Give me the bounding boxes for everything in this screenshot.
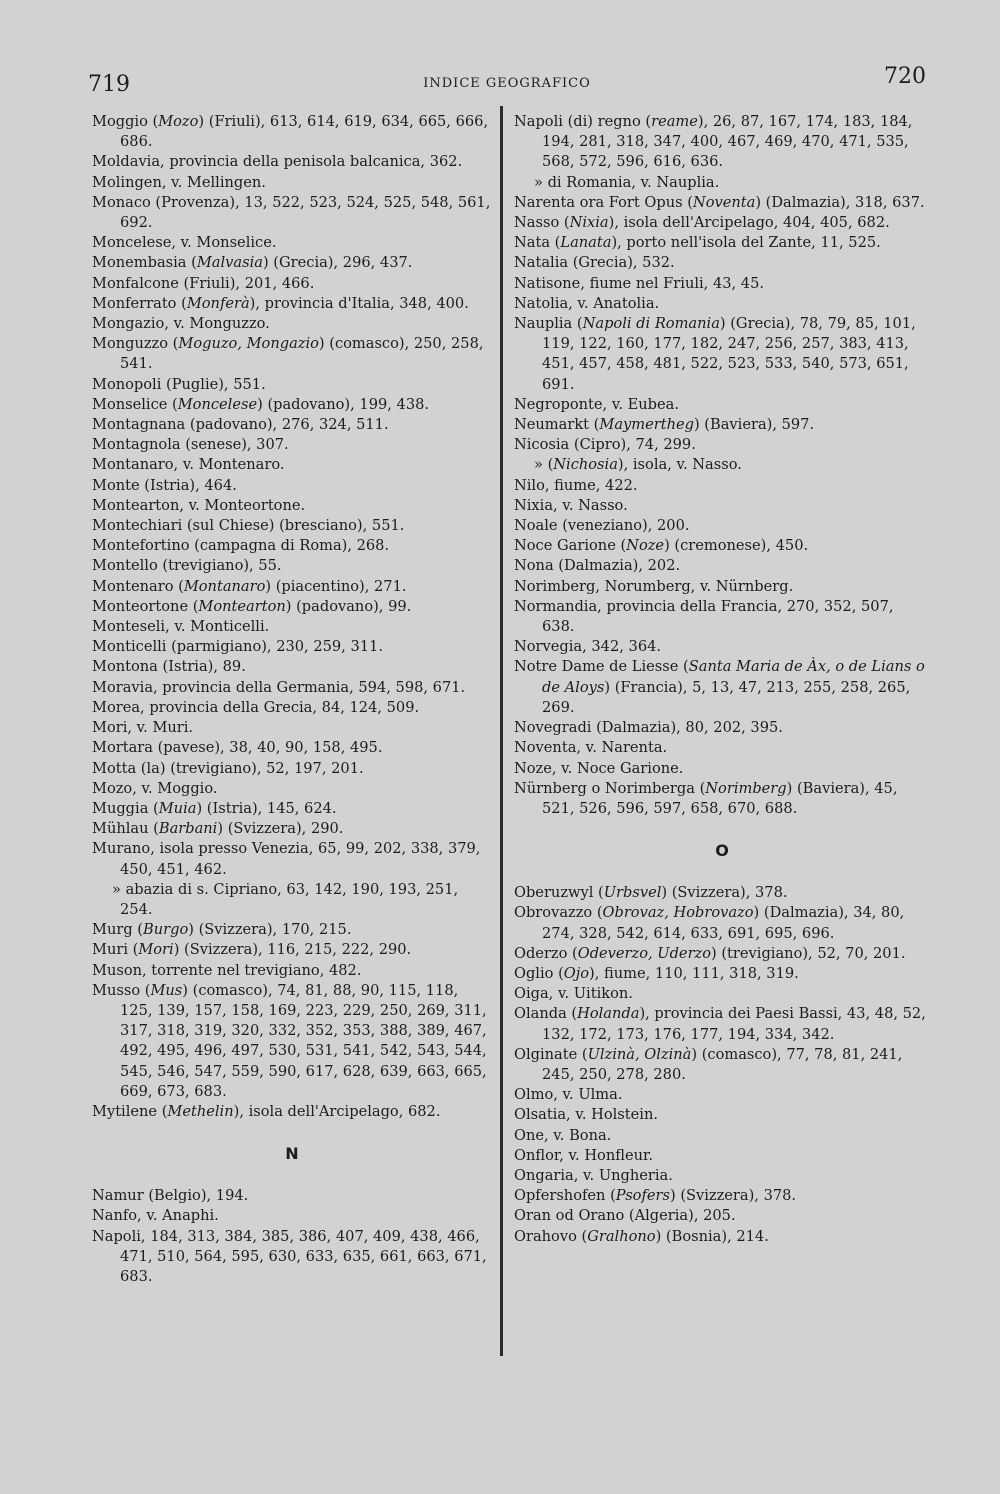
index-entry bbox=[92, 657, 492, 677]
entry-text-tail: ), provincia dei Paesi Bassi, 43, 48, 52, 132, 172, 173, 176, 177, 194, 334, 342. bbox=[542, 1005, 926, 1043]
index-entry bbox=[92, 173, 492, 193]
index-entry bbox=[514, 964, 930, 984]
index-entry bbox=[514, 213, 930, 233]
entry-text: Olginate ( bbox=[514, 1045, 588, 1063]
index-entry bbox=[514, 274, 930, 294]
entry-text: Monferrato ( bbox=[92, 294, 187, 312]
entry-text: Monguzzo ( bbox=[92, 335, 179, 353]
index-entry bbox=[514, 1085, 930, 1105]
entry-text-tail: ), isola dell'Arcipelago, 404, 405, 682. bbox=[608, 214, 890, 232]
variant-name: Santa Maria de Àx, o de Lians o de Aloys bbox=[542, 658, 925, 696]
index-entry bbox=[92, 880, 492, 920]
entry-text: Mongazio, v. Monguzzo. bbox=[92, 315, 270, 333]
index-entry bbox=[92, 920, 492, 940]
entry-text: Monfalcone (Friuli), 201, 466. bbox=[92, 274, 315, 292]
index-entry bbox=[514, 883, 930, 903]
index-entry bbox=[92, 779, 492, 799]
index-entry bbox=[514, 435, 930, 455]
entry-text: Moravia, provincia della Germania, 594, 598, 671. bbox=[92, 678, 466, 696]
index-entry bbox=[514, 597, 930, 637]
index-entry bbox=[514, 233, 930, 253]
variant-name: Maymertheg bbox=[599, 416, 694, 434]
index-entry bbox=[514, 476, 930, 496]
index-entry bbox=[514, 1045, 930, 1085]
entry-text: One, v. Bona. bbox=[514, 1126, 612, 1144]
left-entries bbox=[92, 112, 492, 1122]
index-entry bbox=[92, 415, 492, 435]
entry-text: Olsatia, v. Holstein. bbox=[514, 1106, 658, 1124]
index-entry bbox=[92, 1102, 492, 1122]
variant-name: Mus bbox=[150, 981, 183, 999]
right-entries-o bbox=[514, 883, 930, 1247]
entry-text: Mortara (pavese), 38, 40, 90, 158, 495. bbox=[92, 739, 383, 757]
index-entry bbox=[514, 1126, 930, 1146]
entry-text: Oiga, v. Uitikon. bbox=[514, 985, 633, 1003]
index-entry bbox=[514, 173, 930, 193]
index-entry bbox=[92, 1186, 492, 1206]
index-entry bbox=[514, 1186, 930, 1206]
variant-name: Urbsvel bbox=[603, 884, 662, 902]
index-entry bbox=[92, 455, 492, 475]
entry-text: Muri ( bbox=[92, 941, 139, 959]
variant-name: Methelin bbox=[167, 1102, 234, 1120]
entry-text: Mytilene ( bbox=[92, 1102, 168, 1120]
entry-text: Montagnana (padovano), 276, 324, 511. bbox=[92, 416, 389, 434]
index-entry bbox=[92, 556, 492, 576]
entry-text-tail: ) (cremonese), 450. bbox=[664, 537, 809, 555]
column-divider bbox=[500, 106, 503, 1356]
index-entry bbox=[514, 314, 930, 395]
entry-text: Monaco (Provenza), 13, 522, 523, 524, 525, 548, 561, 692. bbox=[92, 193, 491, 232]
index-entry bbox=[514, 395, 930, 415]
index-entry bbox=[92, 961, 492, 981]
variant-name: Mori bbox=[138, 941, 174, 959]
entry-text: Oran od Orano (Algeria), 205. bbox=[514, 1207, 736, 1225]
entry-text: Nicosia (Cipro), 74, 299. bbox=[514, 436, 696, 454]
index-entry bbox=[514, 536, 930, 556]
entry-text-tail: ) (padovano), 99. bbox=[285, 597, 412, 615]
index-entry bbox=[92, 1227, 492, 1288]
entry-text-tail: ) (Svizzera), 378. bbox=[669, 1187, 797, 1205]
entry-text: Montona (Istria), 89. bbox=[92, 658, 246, 676]
entry-text-tail: ) (Grecia), 78, 79, 85, 101, 119, 122, 160, 177, 182, 247, 256, 257, 383, 413, 451, 457, 458, 481, 522, 523, 533, 540, 573, 651, 691. bbox=[542, 315, 916, 393]
entry-text: » di Romania, v. Nauplia. bbox=[534, 173, 720, 191]
entry-text-tail: ) (Istria), 145, 624. bbox=[196, 799, 337, 817]
entry-text-tail: ) (trevigiano), 52, 70, 201. bbox=[711, 944, 906, 962]
section-letter-n: N bbox=[285, 1144, 299, 1164]
variant-name: Ulzinà, Olzinà bbox=[587, 1045, 692, 1063]
index-entry bbox=[514, 253, 930, 273]
entry-text: Moldavia, provincia della penisola balcanica, 362. bbox=[92, 153, 463, 171]
entry-text: Montefortino (campagna di Roma), 268. bbox=[92, 537, 390, 555]
entry-text-tail: ) (Dalmazia), 34, 80, 274, 328, 542, 614, 633, 691, 695, 696. bbox=[542, 904, 905, 942]
entry-text: Morea, provincia della Grecia, 84, 124, 509. bbox=[92, 698, 420, 716]
left-column bbox=[92, 112, 492, 1287]
entry-text-tail: ) (Svizzera), 378. bbox=[661, 884, 788, 902]
index-entry bbox=[514, 1105, 930, 1125]
index-entry bbox=[514, 944, 930, 964]
entry-text-tail: ), fiume, 110, 111, 318, 319. bbox=[589, 964, 799, 982]
index-entry bbox=[514, 496, 930, 516]
entry-text: Mozo, v. Moggio. bbox=[92, 779, 218, 797]
entry-text: Obrovazzo ( bbox=[514, 904, 603, 922]
section-letter-o: O bbox=[715, 841, 729, 861]
entry-text: Monticelli (parmigiano), 230, 259, 311. bbox=[92, 638, 383, 656]
entry-text: Nona (Dalmazia), 202. bbox=[514, 557, 681, 575]
variant-name: Monferà bbox=[186, 294, 250, 312]
index-entry bbox=[92, 738, 492, 758]
index-entry bbox=[514, 516, 930, 536]
entry-text: Murg ( bbox=[92, 921, 143, 939]
entry-text: Narenta ora Fort Opus ( bbox=[514, 193, 693, 211]
entry-text: Montagnola (senese), 307. bbox=[92, 436, 289, 454]
index-entry bbox=[92, 981, 492, 1102]
entry-text-tail: ), provincia d'Italia, 348, 400. bbox=[249, 294, 469, 312]
entry-text-tail: ), porto nell'isola del Zante, 11, 525. bbox=[611, 234, 881, 252]
entry-text: Moggio ( bbox=[92, 113, 159, 130]
entry-text: Monopoli (Puglie), 551. bbox=[92, 375, 266, 393]
entry-text: Montearton, v. Monteortone. bbox=[92, 496, 306, 514]
variant-name: reame bbox=[651, 113, 698, 130]
variant-name: Muia bbox=[158, 799, 197, 817]
index-entry bbox=[514, 415, 930, 435]
index-entry bbox=[92, 1206, 492, 1226]
entry-text: Monteortone ( bbox=[92, 597, 199, 615]
entry-text: Nauplia ( bbox=[514, 315, 583, 333]
entry-text-tail: ) (Svizzera), 170, 215. bbox=[188, 921, 352, 939]
index-entry bbox=[92, 152, 492, 172]
entry-text: Oderzo ( bbox=[514, 944, 578, 962]
entry-text: Opfershofen ( bbox=[514, 1187, 616, 1205]
index-entry bbox=[92, 193, 492, 233]
entry-text: Oberuzwyl ( bbox=[514, 884, 604, 902]
index-entry bbox=[514, 738, 930, 758]
entry-text: Mori, v. Muri. bbox=[92, 719, 194, 737]
entry-text-tail: ), isola dell'Arcipelago, 682. bbox=[233, 1102, 441, 1120]
index-entry bbox=[514, 1166, 930, 1186]
entry-text: Noventa, v. Narenta. bbox=[514, 739, 668, 757]
index-entry bbox=[514, 577, 930, 597]
index-entry bbox=[92, 233, 492, 253]
entry-text: Noce Garione ( bbox=[514, 537, 627, 555]
variant-name: Nixia bbox=[569, 214, 609, 232]
entry-text-tail: ), 26, 87, 167, 174, 183, 184, 194, 281, 318, 347, 400, 467, 469, 470, 471, 535, 568, 572, 596, 616, 636. bbox=[542, 113, 913, 171]
entry-text: Orahovo ( bbox=[514, 1227, 588, 1245]
entry-text: Monteseli, v. Monticelli. bbox=[92, 618, 270, 636]
index-entry bbox=[92, 940, 492, 960]
entry-text: Olanda ( bbox=[514, 1005, 578, 1023]
index-entry bbox=[92, 759, 492, 779]
running-title: INDICE GEOGRAFICO bbox=[423, 76, 591, 91]
index-entry bbox=[514, 193, 930, 213]
left-entries-n bbox=[92, 1186, 492, 1287]
index-entry bbox=[92, 294, 492, 314]
entry-text-tail: ) (Grecia), 296, 437. bbox=[262, 254, 413, 272]
entry-text: Notre Dame de Liesse ( bbox=[514, 658, 689, 676]
entry-text: Natolia, v. Anatolia. bbox=[514, 294, 660, 312]
variant-name: Norimberg bbox=[705, 779, 787, 797]
entry-text: Novegradi (Dalmazia), 80, 202, 395. bbox=[514, 719, 783, 737]
page-number-right: 720 bbox=[884, 64, 926, 89]
index-entry bbox=[514, 1004, 930, 1044]
variant-name: Nichosia bbox=[553, 456, 618, 474]
entry-text: Mühlau ( bbox=[92, 820, 159, 838]
index-entry bbox=[92, 698, 492, 718]
entry-text: Montenaro ( bbox=[92, 577, 184, 595]
index-entry bbox=[92, 819, 492, 839]
index-entry bbox=[92, 476, 492, 496]
variant-name: Lanata bbox=[560, 234, 612, 252]
index-entry bbox=[514, 455, 930, 475]
entry-text: Montanaro, v. Montenaro. bbox=[92, 456, 285, 474]
entry-text: Neumarkt ( bbox=[514, 416, 600, 434]
index-entry bbox=[514, 779, 930, 819]
index-entry bbox=[92, 617, 492, 637]
entry-text: Muggia ( bbox=[92, 799, 159, 817]
variant-name: Psofers bbox=[615, 1187, 670, 1205]
entry-text: Nasso ( bbox=[514, 214, 570, 232]
entry-text-tail: ) (Dalmazia), 318, 637. bbox=[755, 193, 925, 211]
entry-text: Monembasia ( bbox=[92, 254, 197, 272]
entry-text-tail: ) (comasco), 74, 81, 88, 90, 115, 118, 125, 139, 157, 158, 169, 223, 229, 250, 269, 311, 317, 318, 319, 320, 332, 352, 353, 388, 389, 467, 492, 495, 496, 497, 530, 531, 541, 542, 543, 544, 545, 546, 547, 559, 590, 617, 628, 639, 663, 665, 669, 673, 683. bbox=[120, 981, 487, 1100]
index-entry bbox=[514, 1227, 930, 1247]
entry-text: Napoli, 184, 313, 384, 385, 386, 407, 409, 438, 466, 471, 510, 564, 595, 630, 633, 635, 661, 663, 671, 683. bbox=[92, 1227, 487, 1285]
entry-text: Nilo, fiume, 422. bbox=[514, 476, 638, 494]
variant-name: Moguzo, Mongazio bbox=[178, 335, 319, 353]
variant-name: Ojo bbox=[563, 964, 590, 982]
index-entry bbox=[92, 678, 492, 698]
index-entry bbox=[92, 839, 492, 879]
index-entry bbox=[514, 1206, 930, 1226]
index-entry bbox=[92, 274, 492, 294]
entry-text: Oglio ( bbox=[514, 964, 564, 982]
entry-text: Molingen, v. Mellingen. bbox=[92, 173, 266, 191]
entry-text: Normandia, provincia della Francia, 270, 352, 507, 638. bbox=[514, 597, 894, 636]
entry-text-tail: ) (Svizzera), 116, 215, 222, 290. bbox=[173, 941, 412, 959]
entry-text: Negroponte, v. Eubea. bbox=[514, 395, 679, 413]
variant-name: Gralhono bbox=[587, 1227, 656, 1245]
entry-text-tail: ) (comasco), 77, 78, 81, 241, 245, 250, 278, 280. bbox=[542, 1045, 903, 1083]
entry-text: Nanfo, v. Anaphi. bbox=[92, 1207, 219, 1225]
entry-text: Nixia, v. Nasso. bbox=[514, 496, 628, 514]
entry-text: Montello (trevigiano), 55. bbox=[92, 557, 282, 575]
entry-text-tail: ) (Baviera), 45, 521, 526, 596, 597, 658, 670, 688. bbox=[542, 779, 898, 817]
entry-text: Namur (Belgio), 194. bbox=[92, 1187, 249, 1205]
entry-text-tail: ) (piacentino), 271. bbox=[265, 577, 407, 595]
index-entry bbox=[92, 112, 492, 152]
page-header bbox=[88, 62, 926, 102]
entry-text-tail: ) (Svizzera), 290. bbox=[217, 820, 344, 838]
entry-text: Monselice ( bbox=[92, 395, 178, 413]
index-entry bbox=[92, 536, 492, 556]
entry-text-tail: ), isola, v. Nasso. bbox=[617, 456, 742, 474]
variant-name: Moncelese bbox=[177, 395, 258, 413]
variant-name: Obrovaz, Hobrovazo bbox=[602, 904, 754, 922]
entry-text: Onflor, v. Honfleur. bbox=[514, 1146, 654, 1164]
variant-name: Mozo bbox=[158, 113, 199, 130]
entry-text: » abazia di s. Cipriano, 63, 142, 190, 193, 251, 254. bbox=[112, 880, 459, 918]
index-entry bbox=[92, 395, 492, 415]
entry-text: Ongaria, v. Ungheria. bbox=[514, 1166, 673, 1184]
entry-text-tail: ) (Francia), 5, 13, 47, 213, 255, 258, 265, 269. bbox=[542, 678, 911, 716]
entry-text-tail: ) (padovano), 199, 438. bbox=[257, 395, 430, 413]
index-entry bbox=[92, 253, 492, 273]
entry-text: Montechiari (sul Chiese) (bresciano), 551. bbox=[92, 517, 405, 535]
index-entry bbox=[92, 334, 492, 374]
entry-text: Norvegia, 342, 364. bbox=[514, 638, 662, 656]
variant-name: Montanaro bbox=[183, 577, 266, 595]
variant-name: Noventa bbox=[692, 193, 756, 211]
variant-name: Napoli di Romania bbox=[582, 315, 720, 333]
page-number-left: 719 bbox=[88, 72, 130, 97]
entry-text: Motta (la) (trevigiano), 52, 197, 201. bbox=[92, 759, 364, 777]
index-entry bbox=[514, 112, 930, 173]
index-entry bbox=[514, 294, 930, 314]
index-entry bbox=[514, 718, 930, 738]
variant-name: Noze bbox=[626, 537, 665, 555]
index-entry bbox=[92, 314, 492, 334]
entry-text-tail: ) (comasco), 250, 258, 541. bbox=[120, 335, 484, 373]
entry-text: Monte (Istria), 464. bbox=[92, 476, 237, 494]
index-entry bbox=[92, 597, 492, 617]
index-entry bbox=[92, 637, 492, 657]
entry-text-tail: ) (Baviera), 597. bbox=[693, 416, 815, 434]
variant-name: Montearton bbox=[198, 597, 286, 615]
index-entry bbox=[514, 637, 930, 657]
entry-text: Noze, v. Noce Garione. bbox=[514, 759, 684, 777]
entry-text: Nürnberg o Norimberga ( bbox=[514, 779, 706, 797]
entry-text-tail: ) (Bosnia), 214. bbox=[655, 1227, 769, 1245]
index-entry bbox=[514, 556, 930, 576]
index-entry bbox=[92, 435, 492, 455]
right-column bbox=[514, 112, 930, 1247]
right-entries bbox=[514, 112, 930, 819]
entry-text: Olmo, v. Ulma. bbox=[514, 1086, 623, 1104]
entry-text: Murano, isola presso Venezia, 65, 99, 202, 338, 379, 450, 451, 462. bbox=[92, 840, 481, 878]
entry-text: Napoli (di) regno ( bbox=[514, 113, 652, 130]
index-entry bbox=[92, 799, 492, 819]
entry-text: Moncelese, v. Monselice. bbox=[92, 234, 277, 252]
index-entry bbox=[92, 718, 492, 738]
index-entry bbox=[92, 577, 492, 597]
variant-name: Barbani bbox=[158, 820, 218, 838]
variant-name: Odeverzo, Uderzo bbox=[577, 944, 712, 962]
index-entry bbox=[92, 496, 492, 516]
entry-text: Norimberg, Norumberg, v. Nürnberg. bbox=[514, 577, 794, 595]
index-entry bbox=[92, 516, 492, 536]
entry-text-tail: ) (Friuli), 613, 614, 619, 634, 665, 666, 686. bbox=[120, 113, 489, 151]
entry-text: Nata ( bbox=[514, 234, 561, 252]
variant-name: Malvasia bbox=[196, 254, 263, 272]
index-entry bbox=[514, 657, 930, 718]
index-entry bbox=[514, 984, 930, 1004]
index-entry bbox=[514, 903, 930, 943]
variant-name: Burgo bbox=[143, 921, 189, 939]
entry-text: Noale (veneziano), 200. bbox=[514, 517, 690, 535]
variant-name: Holanda bbox=[577, 1005, 640, 1023]
entry-text: Muson, torrente nel trevigiano, 482. bbox=[92, 961, 362, 979]
index-entry bbox=[514, 759, 930, 779]
index-entry bbox=[514, 1146, 930, 1166]
entry-text: » ( bbox=[534, 456, 554, 474]
entry-text: Natalia (Grecia), 532. bbox=[514, 254, 675, 272]
index-entry bbox=[92, 375, 492, 395]
entry-text: Musso ( bbox=[92, 981, 151, 999]
entry-text: Natisone, fiume nel Friuli, 43, 45. bbox=[514, 274, 765, 292]
